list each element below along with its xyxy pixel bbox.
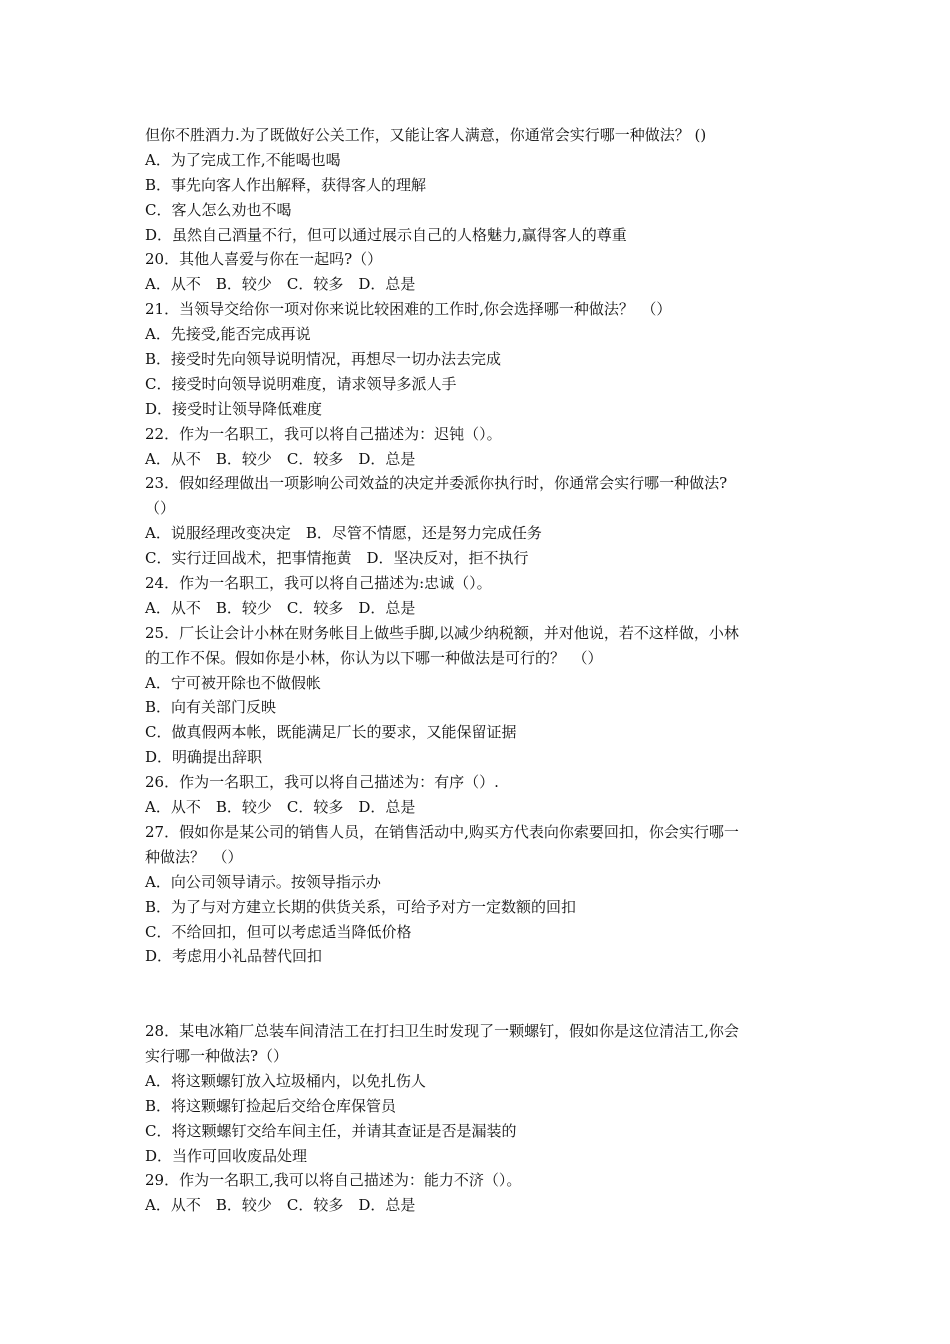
question-27: 27．假如你是某公司的销售人员，在销售活动中,购买方代表向你索要回扣，你会实行哪一 <box>145 822 739 841</box>
question-20: 20．其他人喜爱与你在一起吗?（） <box>145 250 383 269</box>
option-line: A．为了完成工作,不能喝也喝 <box>145 150 341 169</box>
option-line: B．事先向客人作出解释，获得客人的理解 <box>145 175 427 194</box>
question-25-cont: 的工作不保。假如你是小林，你认为以下哪一种做法是可行的？ （） <box>145 648 603 667</box>
option-line: A．从不 B．较少 C．较多 D．总是 <box>145 598 416 617</box>
option-line: A．从不 B．较少 C．较多 D．总是 <box>145 1196 416 1215</box>
option-line: D．明确提出辞职 <box>145 748 263 767</box>
option-line: C．将这颗螺钉交给车间主任，并请其查证是否是漏装的 <box>145 1121 517 1140</box>
question-23-cont: （） <box>145 499 176 518</box>
question-22: 22．作为一名职工，我可以将自己描述为：迟钝（）。 <box>145 424 502 443</box>
paragraph-gap <box>145 969 810 1019</box>
option-line: A．宁可被开除也不做假帐 <box>145 673 321 692</box>
text-block-1 <box>145 123 810 969</box>
text-line: 但你不胜酒力.为了既做好公关工作，又能让客人满意，你通常会实行哪一种做法？ () <box>145 126 707 144</box>
option-line: A．先接受,能否完成再说 <box>145 325 311 344</box>
question-28-cont: 实行哪一种做法?（） <box>145 1046 289 1065</box>
question-23: 23．假如经理做出一项影响公司效益的决定并委派你执行时，你通常会实行哪一种做法? <box>145 474 728 493</box>
option-line: D．考虑用小礼品替代回扣 <box>145 947 323 966</box>
option-line: C．不给回扣，但可以考虑适当降低价格 <box>145 922 412 941</box>
option-line: C．做真假两本帐，既能满足厂长的要求，又能保留证据 <box>145 723 517 742</box>
option-line: A．向公司领导请示。按领导指示办 <box>145 872 381 891</box>
option-line: D．虽然自己酒量不行，但可以通过展示自己的人格魅力,赢得客人的尊重 <box>145 225 627 244</box>
option-line: C．接受时向领导说明难度，请求领导多派人手 <box>145 374 457 393</box>
option-line: A．从不 B．较少 C．较多 D．总是 <box>145 449 416 468</box>
option-line: A．从不 B．较少 C．较多 D．总是 <box>145 275 416 294</box>
question-28: 28．某电冰箱厂总装车间清洁工在打扫卫生时发现了一颗螺钉，假如你是这位清洁工,你会 <box>145 1022 739 1041</box>
question-21: 21．当领导交给你一项对你来说比较困难的工作时,你会选择哪一种做法？ （） <box>145 300 672 319</box>
option-line: D．接受时让领导降低难度 <box>145 399 323 418</box>
question-26: 26．作为一名职工，我可以将自己描述为：有序（）. <box>145 773 499 792</box>
question-27-cont: 种做法？ （） <box>145 847 243 866</box>
option-line: D．当作可回收废品处理 <box>145 1146 308 1165</box>
option-line: C．实行迂回战术，把事情拖黄 D．坚决反对，拒不执行 <box>145 549 529 568</box>
question-24: 24．作为一名职工，我可以将自己描述为:忠诚（）。 <box>145 574 492 593</box>
text-block-2 <box>145 1019 810 1218</box>
option-line: A．从不 B．较少 C．较多 D．总是 <box>145 798 416 817</box>
option-line: B．接受时先向领导说明情况，再想尽一切办法去完成 <box>145 350 502 369</box>
question-29: 29．作为一名职工,我可以将自己描述为：能力不济（）。 <box>145 1171 522 1190</box>
question-25: 25．厂长让会计小林在财务帐目上做些手脚,以减少纳税额，并对他说，若不这样做，小林 <box>145 623 739 642</box>
option-line: A．说服经理改变决定 B．尽管不情愿，还是努力完成任务 <box>145 524 542 543</box>
option-line: C．客人怎么劝也不喝 <box>145 200 292 219</box>
option-line: B．将这颗螺钉捡起后交给仓库保管员 <box>145 1096 397 1115</box>
option-line: B．向有关部门反映 <box>145 698 277 717</box>
option-line: A．将这颗螺钉放入垃圾桶内，以免扎伤人 <box>145 1071 426 1090</box>
option-line: B．为了与对方建立长期的供货关系，可给予对方一定数额的回扣 <box>145 897 577 916</box>
document-body <box>145 123 810 1218</box>
